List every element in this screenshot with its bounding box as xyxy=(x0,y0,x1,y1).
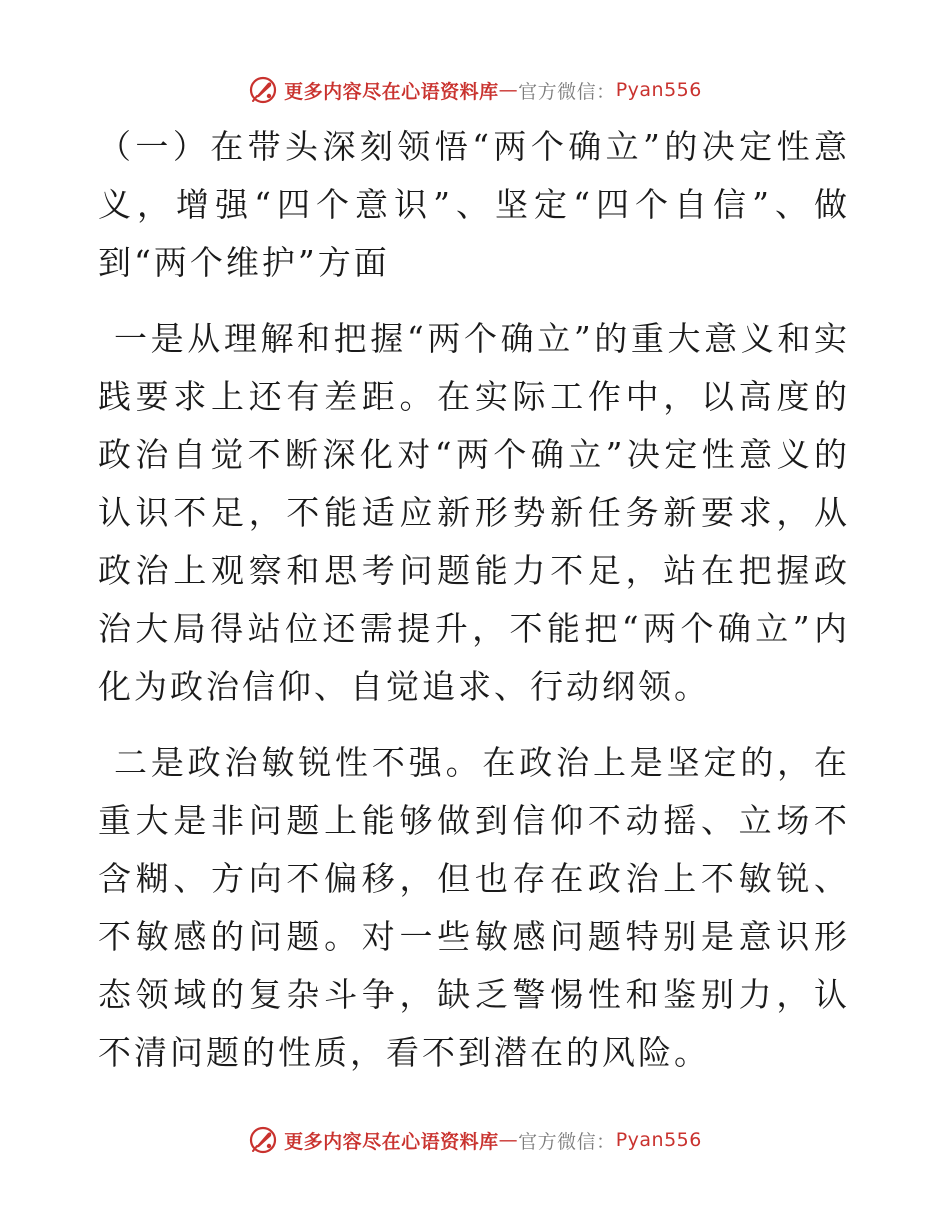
watermark-wechat-id: Pyan556 xyxy=(615,79,702,101)
watermark-side-text: 官方微信： xyxy=(518,80,616,103)
footer-watermark xyxy=(0,1120,950,1160)
document-body xyxy=(98,118,850,1100)
watermark-dash: — xyxy=(498,79,519,101)
paragraph-two: 二是政治敏锐性不强。在政治上是坚定的，在重大是非问题上能够做到信仰不动摇、立场不含糊、方向不偏移，但也存在政治上不敏锐、不敏感的问题。对一些敏感问题特别是意识形态领域的复杂斗争，缺乏警惕性和鉴别力，认不清问题的性质，看不到潜在的风险。 xyxy=(98,743,850,1072)
watermark-side-text: 官方微信： xyxy=(518,1130,616,1153)
feather-pen-logo-icon xyxy=(248,1125,278,1155)
paragraph-one: 一是从理解和把握“两个确立”的重大意义和实践要求上还有差距。在实际工作中，以高度的政治自觉不断深化对“两个确立”决定性意义的认识不足，不能适应新形势新任务新要求，从政治上观察和思考问题能力不足，站在把握政治大局得站位还需提升，不能把“两个确立”内化为政治信仰、自觉追求、行动纲领。 xyxy=(98,319,850,706)
watermark-dash: — xyxy=(498,1129,519,1151)
watermark-main-text: 更多内容尽在心语资料库 xyxy=(284,80,499,103)
watermark-wechat-id: Pyan556 xyxy=(615,1129,702,1151)
watermark-main-text: 更多内容尽在心语资料库 xyxy=(284,1130,499,1153)
feather-pen-logo-icon xyxy=(248,75,278,105)
section-heading: （一）在带头深刻领悟“两个确立”的决定性意义，增强“四个意识”、坚定“四个自信”、做到“两个维护”方面 xyxy=(98,127,850,282)
header-watermark xyxy=(0,70,950,110)
